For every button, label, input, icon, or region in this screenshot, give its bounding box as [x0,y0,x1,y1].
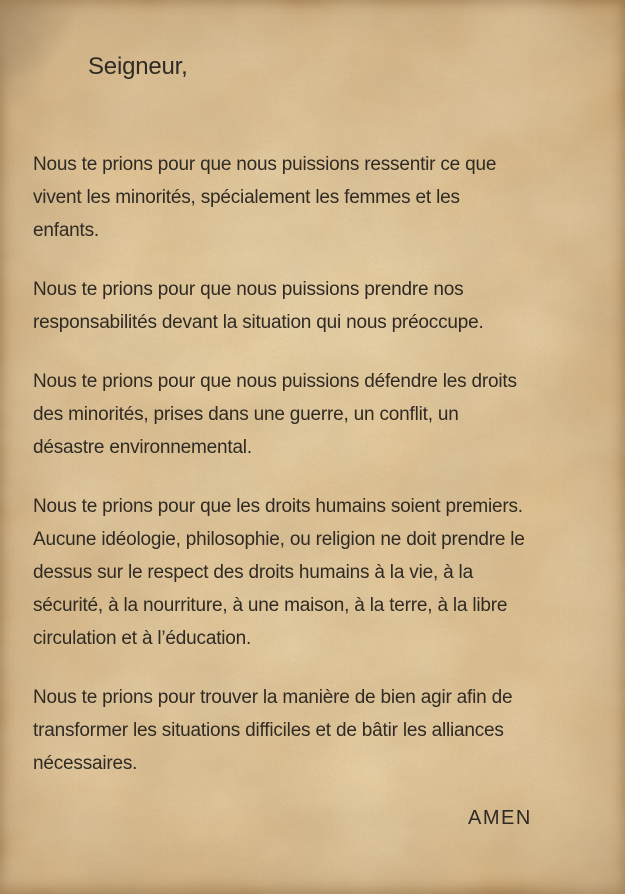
text-line: vivent les minorités, spécialement les femmes et les [33,187,460,208]
salutation: Seigneur, [88,53,188,80]
text-line: dessus sur le respect des droits humains à la vie, à la [33,562,473,583]
text-line: circulation et à l’éducation. [33,628,252,649]
text-line: Nous te prions pour trouver la manière de bien agir afin de [33,687,513,708]
text-line: Nous te prions pour que nous puissions défendre les droits [33,371,517,392]
text-line: enfants. [33,220,100,241]
text-line: Nous te prions pour que les droits humains soient premiers. [33,496,523,517]
text-line: Nous te prions pour que nous puissions ressentir ce que [33,154,497,175]
text-line: Nous te prions pour que nous puissions prendre nos [33,279,464,300]
prayer-paragraph-1 [33,148,601,247]
text-line: nécessaires. [33,753,138,774]
text-line: transformer les situations difficiles et de bâtir les alliances [33,720,504,741]
text-line: des minorités, prises dans une guerre, un conflit, un [33,404,459,425]
text-line: responsabilités devant la situation qui nous préoccupe. [33,312,484,333]
text-line: Aucune idéologie, philosophie, ou religion ne doit prendre le [33,529,525,550]
text-line: sécurité, à la nourriture, à une maison, à la terre, à la libre [33,595,508,616]
prayer-paragraph-4 [33,490,601,655]
text-line: désastre environnemental. [33,437,252,458]
prayer-paragraph-2 [33,273,601,339]
amen-text: AMEN [468,807,532,829]
prayer-paragraph-3 [33,365,601,464]
prayer-paragraph-5 [33,681,601,780]
